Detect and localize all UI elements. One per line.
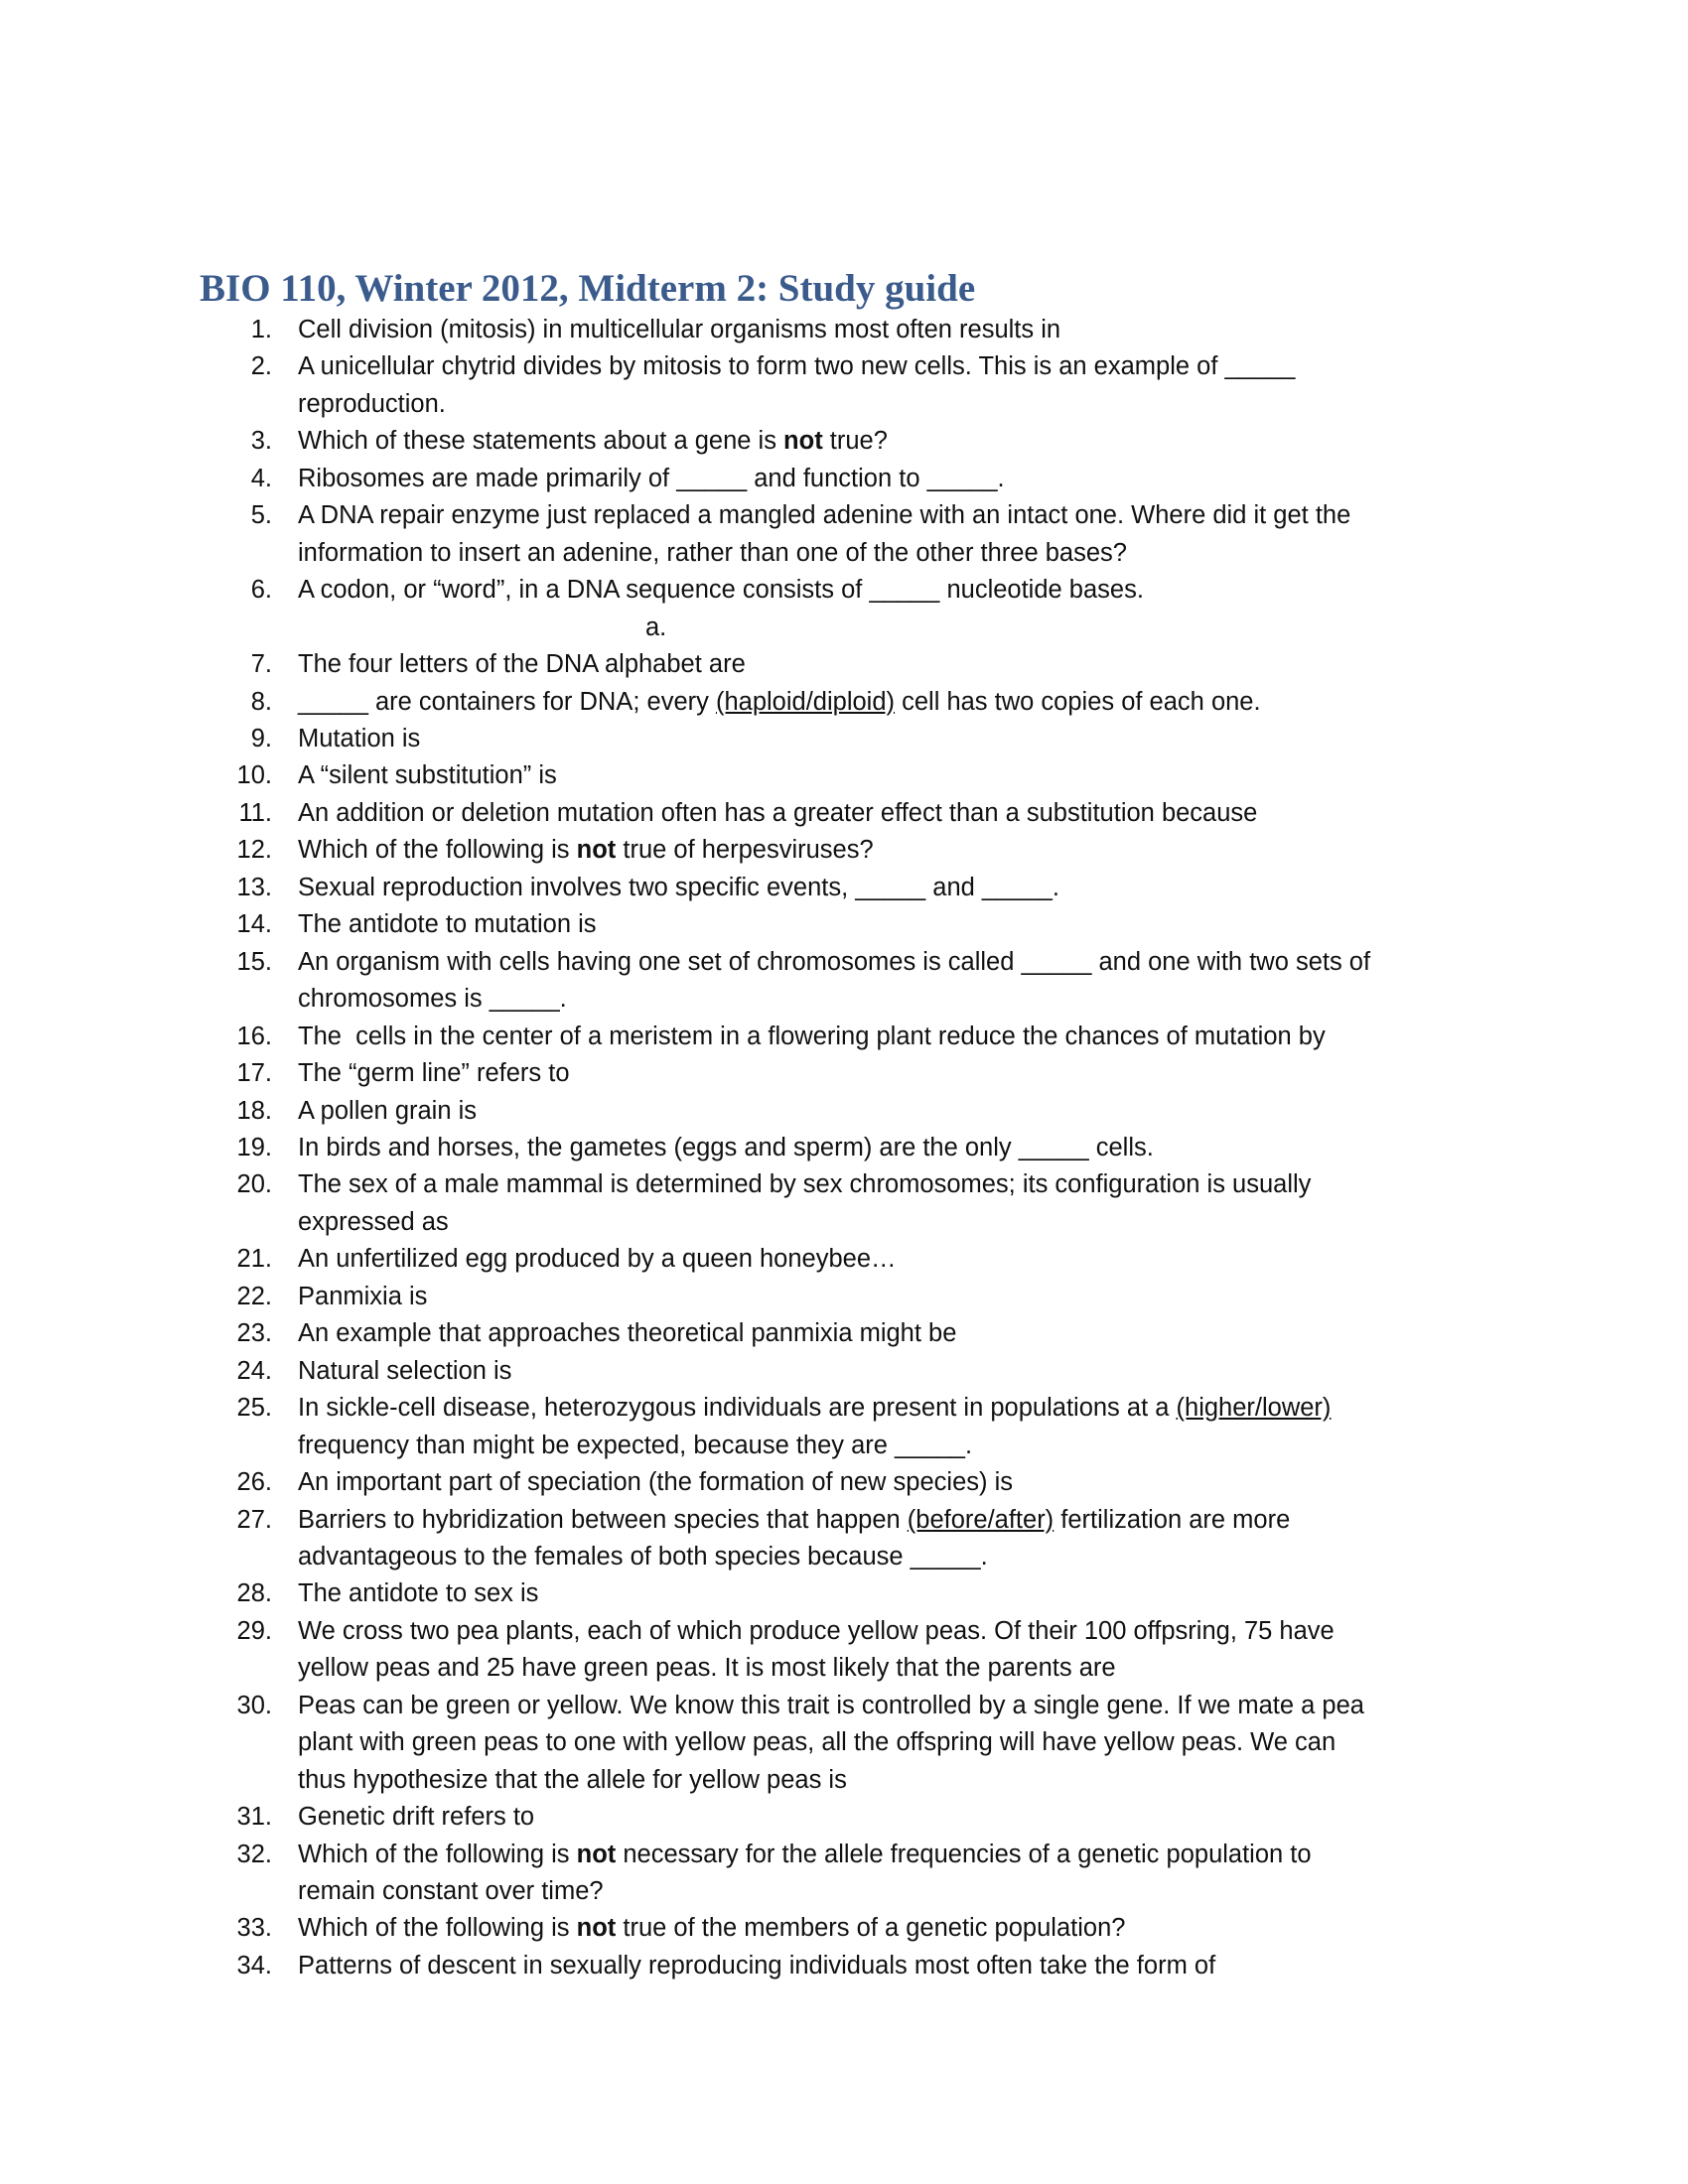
question-25: [0, 1390, 1489, 1464]
question-text-continued: expressed as: [298, 1207, 449, 1236]
question-number: 16.: [236, 1022, 272, 1050]
question-text: Barriers to hybridization between species that happen: [298, 1505, 908, 1534]
question-text: A unicellular chytrid divides by mitosis to form two new cells. This is an example of _____: [298, 352, 1296, 381]
question-text-continued: remain constant over time?: [298, 1877, 604, 1906]
question-number: 21.: [236, 1245, 272, 1274]
question-text: The antidote to mutation is: [298, 910, 597, 939]
question-19: [0, 1130, 1489, 1166]
question-7: [0, 646, 1489, 683]
question-text: The sex of a male mammal is determined by sex chromosomes; its configuration is usually: [298, 1170, 1312, 1199]
question-number: 5.: [250, 501, 272, 530]
question-number: 10.: [236, 761, 272, 790]
question-13: [0, 870, 1489, 906]
question-8: [0, 684, 1489, 721]
question-number: 23.: [236, 1319, 272, 1348]
question-text: Which of the following is: [298, 1840, 577, 1868]
question-number: 12.: [236, 836, 272, 865]
question-text: A “silent substitution” is: [298, 761, 557, 790]
question-text: In birds and horses, the gametes (eggs and sperm) are the only _____ cells.: [298, 1133, 1154, 1161]
question-text-continued: plant with green peas to one with yellow peas, all the offspring will have yellow peas. We can: [298, 1728, 1336, 1757]
question-text-end: necessary for the allele frequencies of a genetic population to: [616, 1840, 1312, 1868]
question-text: A DNA repair enzyme just replaced a mangled adenine with an intact one. Where did it get the: [298, 501, 1351, 530]
question-20: [0, 1166, 1489, 1241]
question-text: Panmixia is: [298, 1282, 428, 1310]
question-list: [0, 312, 1688, 1984]
question-number: 28.: [236, 1579, 272, 1608]
emphasis-not: not: [783, 427, 823, 456]
question-2: [0, 348, 1489, 423]
question-29: [0, 1613, 1489, 1688]
question-text: _____ are containers for DNA; every: [298, 687, 716, 716]
question-text: Mutation is: [298, 724, 421, 752]
question-number: 24.: [236, 1356, 272, 1385]
choice-before-after: (before/after): [907, 1505, 1055, 1534]
question-text: Sexual reproduction involves two specific events, _____ and _____.: [298, 873, 1059, 901]
question-16: [0, 1019, 1489, 1055]
question-number: 15.: [236, 947, 272, 976]
question-number: 8.: [250, 687, 272, 716]
question-34: [0, 1948, 1489, 1984]
question-number: 22.: [236, 1282, 272, 1310]
question-number: 18.: [236, 1096, 272, 1125]
question-text: Patterns of descent in sexually reproducing individuals most often take the form of: [298, 1951, 1216, 1979]
question-text: Which of these statements about a gene is: [298, 427, 784, 456]
question-text-continued: information to insert an adenine, rather than one of the other three bases?: [298, 538, 1127, 567]
question-number: 2.: [250, 352, 272, 381]
question-27: [0, 1502, 1489, 1576]
question-number: 30.: [236, 1691, 272, 1719]
question-text: Which of the following is: [298, 1914, 577, 1943]
question-18: [0, 1093, 1489, 1130]
question-31: [0, 1799, 1489, 1836]
question-number: 19.: [236, 1133, 272, 1161]
question-number: 20.: [236, 1170, 272, 1199]
question-number: 13.: [236, 873, 272, 901]
question-text-continued: frequency than might be expected, because they are _____.: [298, 1431, 973, 1459]
question-30: [0, 1688, 1489, 1799]
question-15: [0, 944, 1489, 1019]
question-number: 27.: [236, 1505, 272, 1534]
question-text: The “germ line” refers to: [298, 1059, 570, 1088]
question-number: 32.: [236, 1840, 272, 1868]
choice-higher-lower: (higher/lower): [1176, 1394, 1332, 1423]
question-11: [0, 795, 1489, 832]
question-text: Genetic drift refers to: [298, 1803, 535, 1832]
question-number: 3.: [250, 427, 272, 456]
question-text: An example that approaches theoretical panmixia might be: [298, 1319, 957, 1348]
question-text-continued: chromosomes is _____.: [298, 985, 567, 1014]
question-24: [0, 1353, 1489, 1390]
question-text: We cross two pea plants, each of which produce yellow peas. Of their 100 offpsring, 75 have: [298, 1616, 1335, 1645]
question-1: [0, 312, 1489, 348]
question-text: Ribosomes are made primarily of _____ and function to _____.: [298, 464, 1005, 492]
question-text-end: cell has two copies of each one.: [895, 687, 1261, 716]
question-number: 29.: [236, 1616, 272, 1645]
question-12: [0, 832, 1489, 869]
question-17: [0, 1055, 1489, 1092]
question-text-continued: advantageous to the females of both species because _____.: [298, 1542, 988, 1570]
question-text: The cells in the center of a meristem in a flowering plant reduce the chances of mutation by: [298, 1022, 1326, 1050]
question-number: 11.: [238, 798, 272, 827]
question-32: [0, 1837, 1489, 1911]
question-number: 14.: [236, 910, 272, 939]
question-10: [0, 757, 1489, 794]
question-number: 25.: [236, 1394, 272, 1423]
question-23: [0, 1315, 1489, 1352]
question-text-continued: thus hypothesize that the allele for yellow peas is: [298, 1765, 847, 1794]
question-5: [0, 497, 1489, 572]
question-text: A pollen grain is: [298, 1096, 478, 1125]
question-text-end: true of the members of a genetic population?: [616, 1914, 1126, 1943]
emphasis-not: not: [576, 1840, 617, 1868]
emphasis-not: not: [576, 836, 617, 865]
question-text: Which of the following is: [298, 836, 577, 865]
question-number: 17.: [236, 1059, 272, 1088]
question-text: A codon, or “word”, in a DNA sequence consists of _____ nucleotide bases.: [298, 576, 1144, 605]
question-number: 1.: [250, 316, 272, 343]
question-text: Cell division (mitosis) in multicellular organisms most often results in: [298, 316, 1061, 343]
question-number: 26.: [236, 1468, 272, 1497]
question-number: 6.: [250, 576, 272, 605]
question-6: [0, 572, 1489, 646]
question-text: Natural selection is: [298, 1356, 512, 1385]
question-number: 7.: [250, 650, 272, 679]
question-9: [0, 721, 1489, 757]
question-number: 33.: [236, 1914, 272, 1943]
question-text-continued: yellow peas and 25 have green peas. It is most likely that the parents are: [298, 1654, 1116, 1683]
emphasis-not: not: [576, 1914, 617, 1943]
question-number: 31.: [236, 1803, 272, 1832]
question-text-end: fertilization are more: [1054, 1505, 1291, 1534]
question-text: Peas can be green or yellow. We know this trait is controlled by a single gene. If we mate a pea: [298, 1691, 1364, 1719]
question-text: In sickle-cell disease, heterozygous individuals are present in populations at a: [298, 1394, 1177, 1423]
sub-item-a: a.: [645, 613, 667, 641]
question-3: [0, 423, 1489, 460]
question-text-continued: reproduction.: [298, 389, 446, 418]
question-text: An addition or deletion mutation often has a greater effect than a substitution because: [298, 798, 1258, 827]
question-text: An organism with cells having one set of chromosomes is called _____ and one with two sets of: [298, 947, 1371, 976]
page-title: BIO 110, Winter 2012, Midterm 2: Study guide: [200, 267, 976, 310]
question-text: An unfertilized egg produced by a queen honeybee…: [298, 1245, 897, 1274]
question-28: [0, 1575, 1489, 1612]
question-14: [0, 906, 1489, 943]
question-33: [0, 1910, 1489, 1947]
question-22: [0, 1279, 1489, 1315]
question-number: 9.: [250, 724, 272, 752]
question-number: 34.: [236, 1951, 272, 1979]
choice-haploid-diploid: (haploid/diploid): [715, 687, 896, 716]
question-21: [0, 1241, 1489, 1278]
question-text: An important part of speciation (the formation of new species) is: [298, 1468, 1014, 1497]
question-text-end: true of herpesviruses?: [616, 836, 874, 865]
question-number: 4.: [250, 464, 272, 492]
question-text: The antidote to sex is: [298, 1579, 539, 1608]
question-text-end: true?: [822, 427, 888, 456]
question-4: [0, 461, 1489, 497]
question-text: The four letters of the DNA alphabet are: [298, 650, 746, 679]
question-26: [0, 1464, 1489, 1501]
